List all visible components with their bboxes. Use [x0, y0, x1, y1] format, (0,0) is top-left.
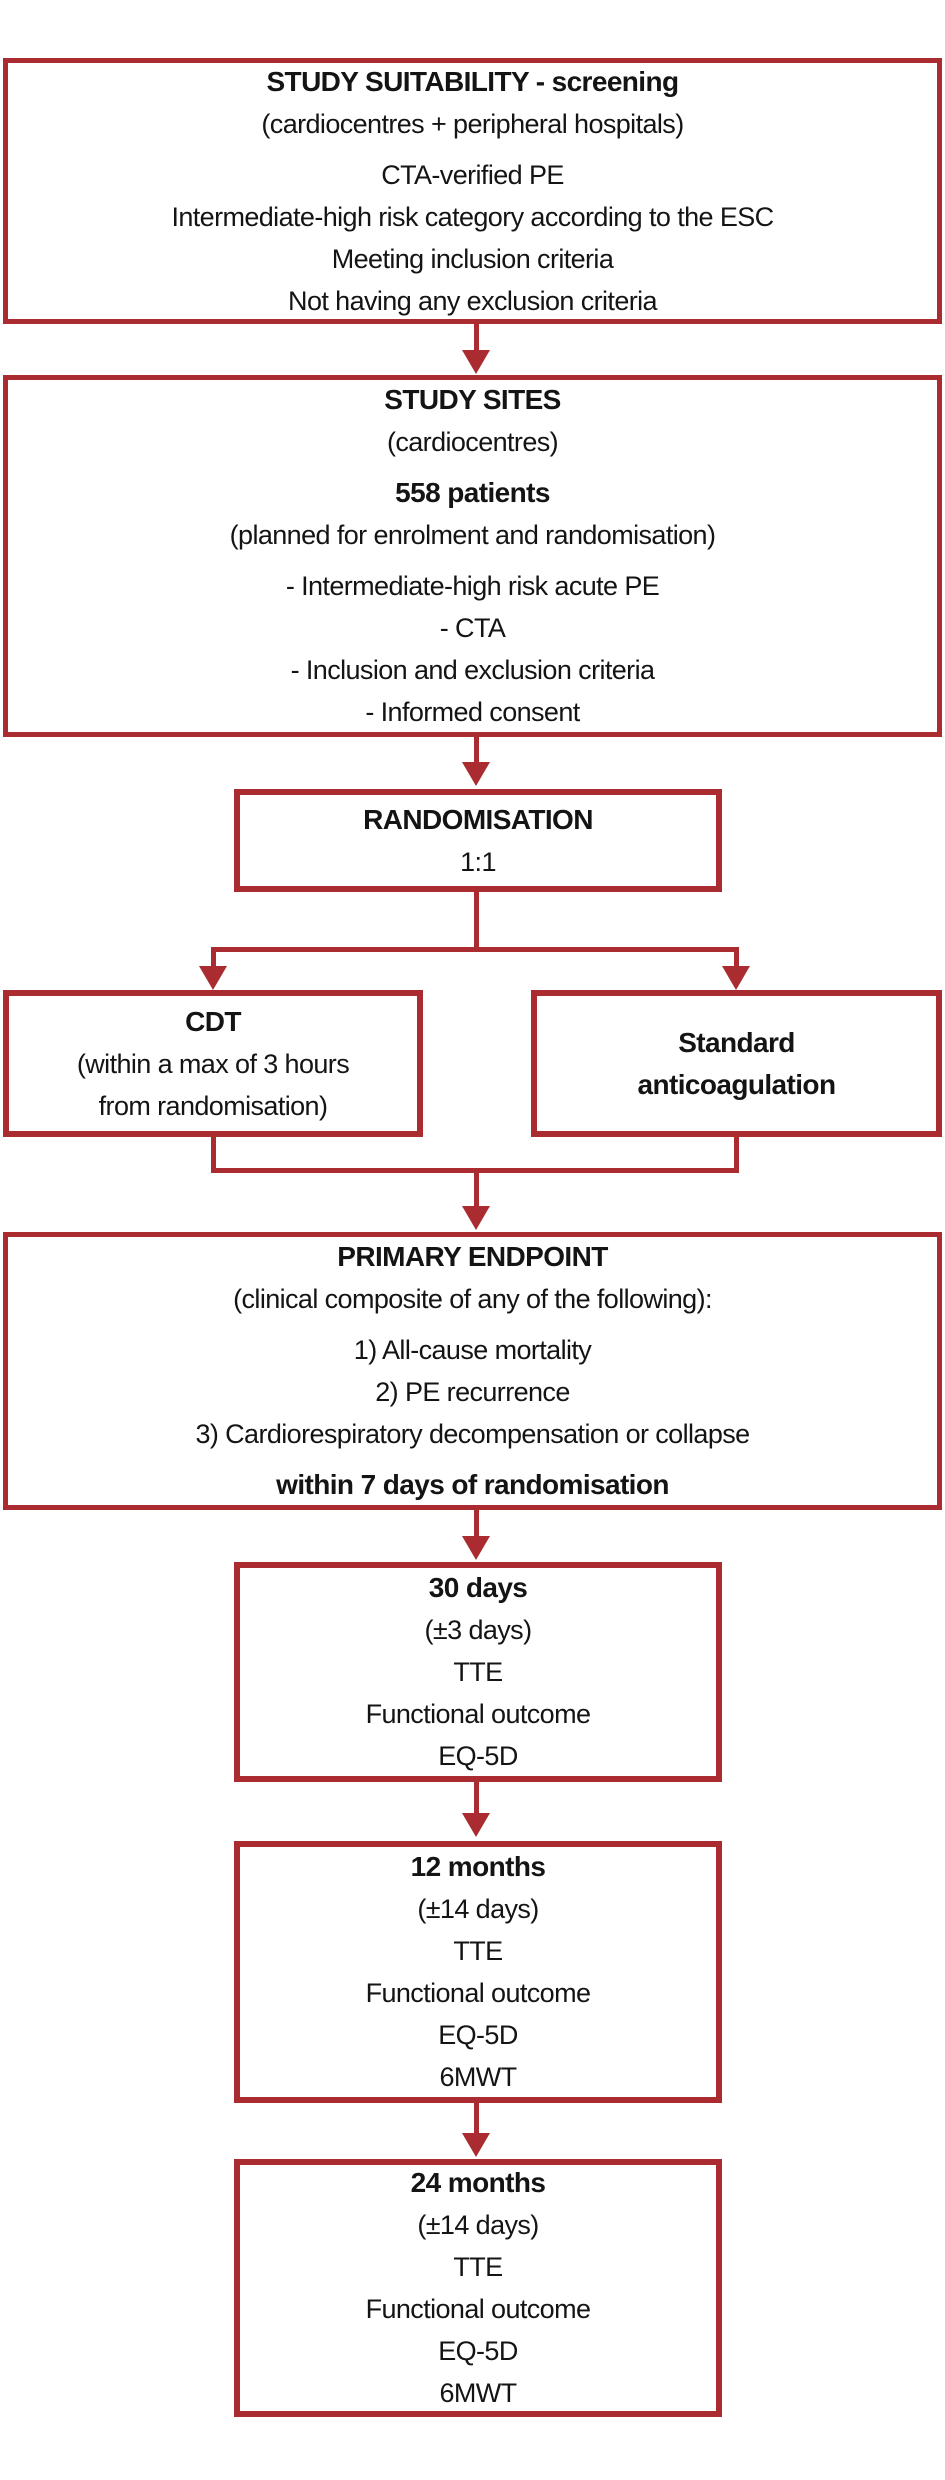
standard-anticoagulation-box — [531, 990, 942, 1137]
followup-24-months-box — [234, 2159, 722, 2417]
cdt-note-line: from randomisation) — [98, 1090, 328, 1121]
box-title: 24 months — [410, 2167, 546, 2198]
patients-count: 558 patients — [395, 477, 550, 508]
box-subtitle: (clinical composite of any of the following): — [233, 1284, 712, 1314]
followup-window: (±14 days) — [417, 1894, 539, 1924]
box-subtitle: (cardiocentres + peripheral hospitals) — [261, 108, 684, 139]
criteria-line: - Inclusion and exclusion criteria — [290, 655, 655, 685]
followup-12-months-box — [234, 1841, 722, 2103]
arrowhead-down-icon — [462, 1813, 490, 1837]
followup-assessment: Functional outcome — [365, 1978, 591, 2008]
followup-window: (±14 days) — [417, 2210, 539, 2240]
followup-assessment: EQ-5D — [438, 2020, 518, 2050]
criteria-line: Not having any exclusion criteria — [288, 285, 657, 316]
randomisation-box — [234, 789, 722, 892]
followup-assessment: EQ-5D — [438, 2336, 518, 2366]
connector-line — [211, 1137, 216, 1170]
box-title: PRIMARY ENDPOINT — [337, 1241, 608, 1272]
endpoint-item: 2) PE recurrence — [375, 1377, 570, 1407]
followup-assessment: 6MWT — [439, 2378, 517, 2408]
study-sites-box — [3, 375, 942, 737]
arrowhead-down-icon — [462, 2133, 490, 2157]
box-title: 30 days — [428, 1572, 528, 1603]
patients-note: (planned for enrolment and randomisation) — [229, 520, 716, 550]
followup-assessment: Functional outcome — [365, 2294, 591, 2324]
cdt-arm-box — [3, 990, 423, 1137]
arrowhead-down-icon — [462, 1536, 490, 1560]
endpoint-item: 1) All-cause mortality — [353, 1335, 592, 1365]
box-title: STUDY SITES — [384, 384, 561, 415]
connector-line — [474, 1510, 479, 1538]
followup-assessment: TTE — [453, 1936, 503, 1966]
connector-line — [211, 947, 739, 952]
randomisation-ratio: 1:1 — [460, 846, 496, 877]
criteria-line: CTA-verified PE — [381, 159, 564, 190]
box-title: STUDY SUITABILITY - screening — [266, 65, 679, 97]
connector-line — [474, 324, 479, 352]
study-suitability-box — [3, 58, 942, 324]
criteria-line: - Intermediate-high risk acute PE — [285, 571, 660, 601]
followup-window: (±3 days) — [424, 1615, 532, 1645]
criteria-line: - CTA — [439, 613, 506, 643]
followup-30-days-box — [234, 1562, 722, 1782]
connector-line — [211, 947, 216, 967]
primary-endpoint-box — [3, 1232, 942, 1510]
endpoint-item: 3) Cardiorespiratory decompensation or collapse — [195, 1419, 750, 1449]
followup-assessment: EQ-5D — [438, 1741, 518, 1771]
endpoint-timeframe: within 7 days of randomisation — [276, 1469, 669, 1500]
box-title: 12 months — [410, 1851, 546, 1882]
followup-assessment: TTE — [453, 1657, 503, 1687]
followup-assessment: Functional outcome — [365, 1699, 591, 1729]
box-title: RANDOMISATION — [363, 803, 593, 835]
criteria-line: Intermediate-high risk category according to the ESC — [171, 201, 774, 232]
followup-assessment: TTE — [453, 2252, 503, 2282]
connector-line — [474, 2103, 479, 2135]
criteria-line: - Informed consent — [365, 697, 580, 727]
arrowhead-down-icon — [462, 350, 490, 374]
criteria-line: Meeting inclusion criteria — [331, 243, 614, 274]
arrowhead-down-icon — [199, 966, 227, 990]
connector-line — [734, 1137, 739, 1170]
box-title: Standard — [678, 1026, 795, 1058]
connector-line — [474, 1170, 479, 1208]
box-title: CDT — [185, 1005, 241, 1037]
box-title: anticoagulation — [637, 1068, 836, 1100]
box-subtitle: (cardiocentres) — [386, 427, 559, 457]
connector-line — [474, 892, 479, 947]
connector-line — [474, 1782, 479, 1815]
arrowhead-down-icon — [722, 966, 750, 990]
connector-line — [734, 947, 739, 967]
cdt-note-line: (within a max of 3 hours — [76, 1048, 350, 1079]
followup-assessment: 6MWT — [439, 2062, 517, 2092]
connector-line — [474, 737, 479, 764]
arrowhead-down-icon — [462, 1206, 490, 1230]
arrowhead-down-icon — [462, 762, 490, 786]
